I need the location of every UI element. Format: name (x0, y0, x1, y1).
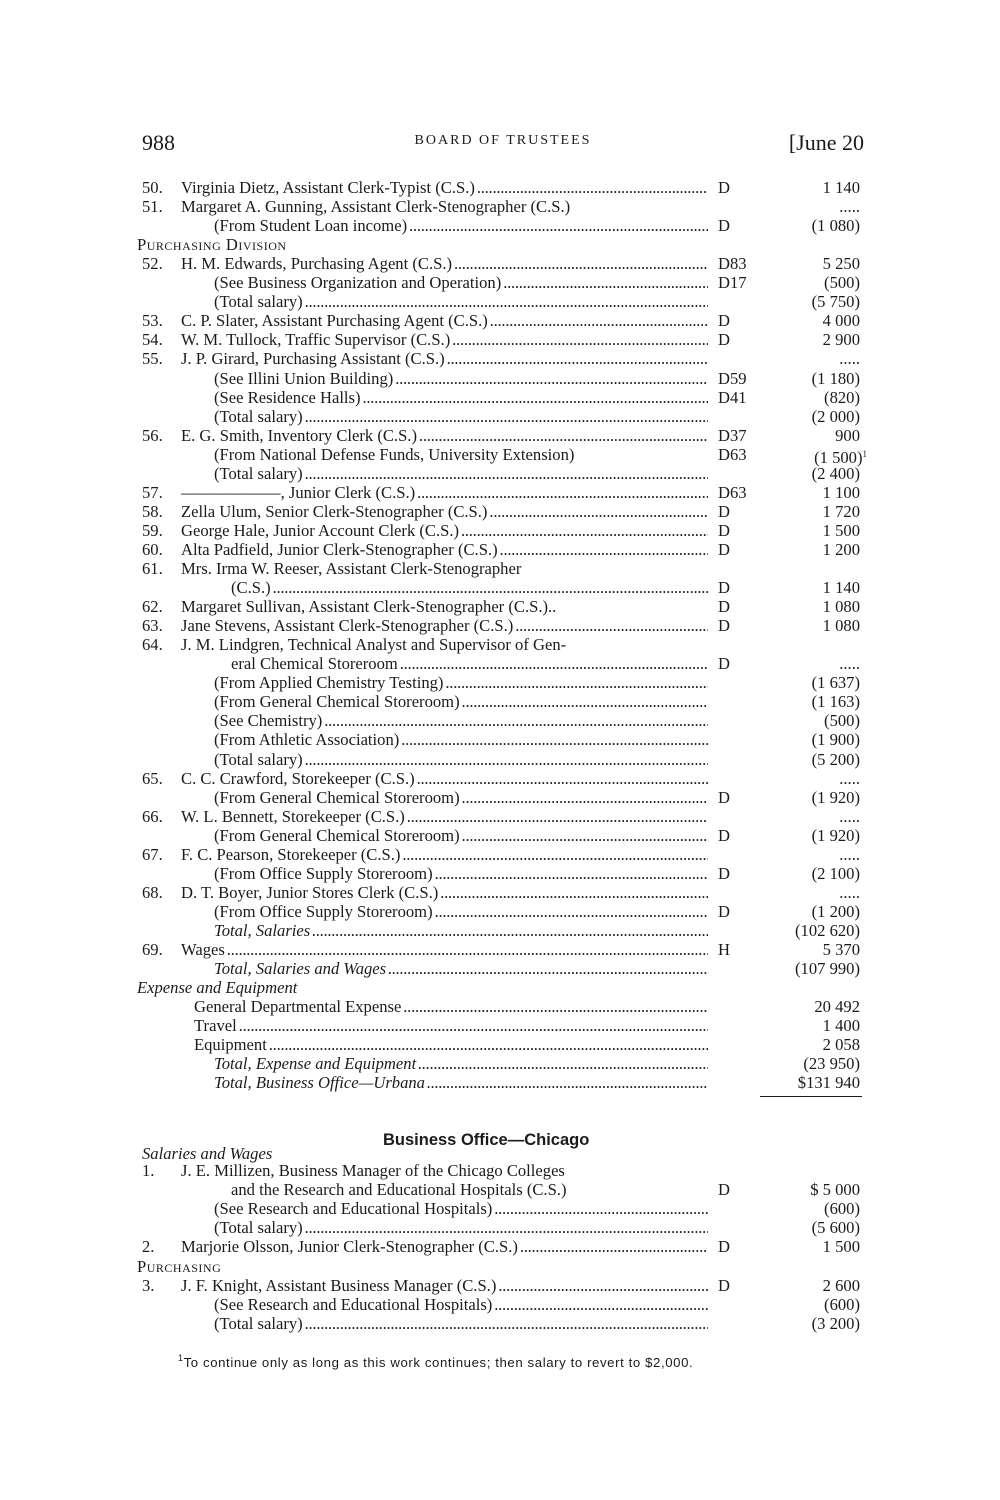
item-description: (From Student Loan income) . . . (214, 216, 708, 235)
budget-line (0, 711, 1000, 730)
budget-line (0, 730, 1000, 749)
fund-code: D (718, 178, 730, 197)
budget-line (0, 1054, 1000, 1073)
amount (750, 1237, 860, 1256)
item-description: (See Illini Union Building) . . . (214, 369, 708, 388)
amount (750, 483, 860, 502)
budget-line (0, 292, 1000, 311)
item-description: (Total salary) . . . (214, 407, 708, 426)
budget-line (0, 559, 1000, 578)
amount-value: $131 940 (797, 1073, 860, 1093)
fund-code: D (718, 216, 730, 236)
amount (750, 1295, 860, 1314)
fund-code: D83 (718, 254, 747, 274)
budget-line (0, 426, 1000, 445)
amount (750, 1180, 860, 1199)
item-description: (Total salary) . . . (214, 1314, 708, 1333)
fund-code: D59 (718, 368, 747, 388)
amount (750, 426, 860, 445)
amount-value: (3 200) (811, 1313, 860, 1333)
item-description: E. G. Smith, Inventory Clerk (C.S.) . . . (181, 426, 708, 445)
item-number: 63. (142, 616, 163, 636)
item-description: J. M. Lindgren, Technical Analyst and Supervisor of Gen- (181, 635, 567, 655)
item-number: 56. (142, 425, 163, 445)
item-description: Total, Business Office—Urbana . . . (214, 1073, 708, 1092)
amount-value: 1 500 (822, 520, 860, 540)
fund-code: D (718, 520, 730, 540)
amount (750, 1314, 860, 1333)
amount (750, 1016, 860, 1035)
amount-value: (102 620) (795, 920, 860, 940)
item-description: Mrs. Irma W. Reeser, Assistant Clerk-Stenographer (181, 559, 522, 578)
item-number: 62. (142, 597, 163, 617)
item-number: 51. (142, 197, 163, 217)
item-number: 65. (142, 768, 163, 788)
amount (750, 902, 860, 921)
item-description: Margaret Sullivan, Assistant Clerk-Stenographer (C.S.).. (181, 597, 557, 617)
amount (750, 1276, 860, 1295)
item-description: Total, Expense and Equipment . . . (214, 1054, 708, 1073)
amount (750, 921, 860, 940)
budget-line (0, 1180, 1000, 1199)
fund-code: D (718, 539, 730, 559)
budget-line (0, 826, 1000, 845)
item-description: (From General Chemical Storeroom) . . . (214, 826, 708, 845)
amount-value: (2 400) (811, 463, 860, 483)
amount-value: ..... (839, 806, 860, 826)
amount-value: (23 950) (803, 1054, 860, 1074)
item-description: (From Office Supply Storeroom) . . . (214, 902, 708, 921)
item-description: Margaret A. Gunning, Assistant Clerk-Stenographer (C.S.) (181, 197, 571, 217)
budget-line (0, 654, 1000, 673)
budget-line (0, 521, 1000, 540)
amount-value: (1 920) (811, 825, 860, 845)
budget-line (0, 635, 1000, 654)
fund-code: D (718, 901, 730, 921)
amount (750, 330, 860, 349)
amount-value: (1 920) (811, 787, 860, 807)
item-description: (From Office Supply Storeroom) . . . (214, 864, 708, 883)
item-description: (From National Defense Funds, University Extension) (214, 444, 575, 464)
item-number: 57. (142, 482, 163, 502)
item-description: Purchasing (137, 1256, 222, 1276)
budget-line (0, 940, 1000, 959)
item-description: (Total salary) . . . (214, 750, 708, 769)
budget-line (0, 997, 1000, 1016)
amount-value: (500) (824, 273, 860, 293)
amount-value: 1 400 (822, 1016, 860, 1036)
fund-code: D (718, 654, 730, 674)
budget-line (0, 750, 1000, 769)
footnote-reference: 1 (862, 448, 867, 459)
budget-line (0, 178, 1000, 197)
amount (750, 730, 860, 749)
budget-line (0, 959, 1000, 978)
amount (750, 540, 860, 559)
amount (750, 673, 860, 692)
item-description: (From Athletic Association) . . . (214, 730, 708, 749)
item-description: General Departmental Expense . . . (194, 997, 708, 1016)
fund-code: D (718, 1275, 730, 1295)
budget-line (0, 845, 1000, 864)
amount-value: 2 900 (822, 330, 860, 350)
item-description: Wages . . . (181, 940, 708, 959)
budget-line (0, 349, 1000, 368)
item-number: 59. (142, 520, 163, 540)
budget-line (0, 197, 1000, 216)
item-number: 53. (142, 311, 163, 331)
budget-line (0, 273, 1000, 292)
budget-line (0, 388, 1000, 407)
amount (750, 940, 860, 959)
footnote (178, 1353, 693, 1370)
amount (750, 692, 860, 711)
budget-line (0, 1314, 1000, 1333)
item-description: ——————, Junior Clerk (C.S.) . . . (181, 483, 708, 502)
amount-value: (1 637) (811, 673, 860, 693)
fund-code: D63 (718, 444, 747, 464)
item-description: (Total salary) . . . (214, 1218, 708, 1237)
item-description: (See Chemistry) . . . (214, 711, 708, 730)
amount (750, 407, 860, 426)
item-number: 68. (142, 882, 163, 902)
amount (750, 216, 860, 235)
budget-line (0, 540, 1000, 559)
amount-value: 1 200 (822, 539, 860, 559)
budget-line (0, 464, 1000, 483)
budget-line (0, 311, 1000, 330)
amount-value: (5 200) (811, 749, 860, 769)
amount (750, 464, 860, 483)
item-description: (See Research and Educational Hospitals) . . . (214, 1295, 708, 1314)
fund-code: H (718, 940, 730, 959)
item-number: 61. (142, 559, 163, 578)
item-description: (See Residence Halls) . . . (214, 388, 708, 407)
amount-value: 1 080 (822, 616, 860, 636)
item-description: Expense and Equipment (137, 978, 298, 998)
amount-value: (600) (824, 1294, 860, 1314)
amount (750, 597, 860, 616)
budget-line (0, 254, 1000, 273)
amount (750, 1054, 860, 1073)
amount (750, 769, 860, 788)
amount-value: 900 (835, 425, 860, 445)
budget-line (0, 807, 1000, 826)
budget-line (0, 502, 1000, 521)
item-description: Travel . . . (194, 1016, 708, 1035)
running-date: [June 20 (788, 130, 864, 155)
amount (750, 654, 860, 673)
amount (750, 578, 860, 597)
item-description: Purchasing Division (137, 235, 287, 255)
item-description: Marjorie Olsson, Junior Clerk-Stenographer (C.S.) . . . (181, 1237, 708, 1256)
amount-value: (5 600) (811, 1218, 860, 1238)
item-number: 52. (142, 254, 163, 274)
amount-value: 4 000 (822, 311, 860, 331)
item-description: D. T. Boyer, Junior Stores Clerk (C.S.) . . . (181, 883, 708, 902)
budget-line (0, 369, 1000, 388)
fund-code: D (718, 578, 730, 598)
amount (750, 807, 860, 826)
amount-value: (1 200) (811, 901, 860, 921)
budget-line (0, 921, 1000, 940)
item-description: (From Applied Chemistry Testing) . . . (214, 673, 708, 692)
budget-line (0, 902, 1000, 921)
amount (750, 883, 860, 902)
item-description: (C.S.) . . . (231, 578, 708, 597)
item-number: 1. (142, 1161, 155, 1180)
amount (750, 788, 860, 807)
fund-code: D17 (718, 273, 747, 293)
item-description: C. P. Slater, Assistant Purchasing Agent (C.S.) . . . (181, 311, 708, 330)
fund-code: D (718, 787, 730, 807)
item-number: 55. (142, 349, 163, 369)
amount-value: 1 720 (822, 501, 860, 521)
item-description: W. L. Bennett, Storekeeper (C.S.) . . . (181, 807, 708, 826)
item-description: (See Business Organization and Operation) . . . (214, 273, 708, 292)
item-description: (From General Chemical Storeroom) . . . (214, 788, 708, 807)
item-description: J. F. Knight, Assistant Business Manager (C.S.) . . . (181, 1276, 708, 1295)
item-description: (Total salary) . . . (214, 464, 708, 483)
amount (750, 197, 860, 216)
item-description: Zella Ulum, Senior Clerk-Stenographer (C.S.) . . . (181, 502, 708, 521)
amount-value: 1 140 (822, 578, 860, 598)
item-number: 50. (142, 178, 163, 197)
amount-value: 2 058 (822, 1035, 860, 1055)
item-description: C. C. Crawford, Storekeeper (C.S.) . . . (181, 769, 708, 788)
budget-line (0, 1257, 1000, 1276)
amount (750, 997, 860, 1016)
item-description: Total, Salaries . . . (214, 921, 708, 940)
budget-line (0, 1161, 1000, 1180)
budget-line (0, 1218, 1000, 1237)
amount-value: ..... (839, 349, 860, 369)
budget-line (0, 692, 1000, 711)
amount-value: 5 370 (822, 940, 860, 959)
item-description: W. M. Tullock, Traffic Supervisor (C.S.) . . . (181, 330, 708, 349)
amount (750, 845, 860, 864)
amount (750, 864, 860, 883)
amount (750, 1035, 860, 1054)
budget-line (0, 673, 1000, 692)
amount-value: (820) (824, 387, 860, 407)
item-number: 66. (142, 806, 163, 826)
fund-code: D (718, 825, 730, 845)
budget-line (0, 978, 1000, 997)
budget-line (0, 1073, 1000, 1092)
fund-code: D (718, 1237, 730, 1257)
section-heading-chicago: Business Office—Chicago (383, 1131, 590, 1149)
amount-value: 1 140 (822, 178, 860, 197)
budget-line (0, 1035, 1000, 1054)
item-description: Equipment . . . (194, 1035, 708, 1054)
item-description: eral Chemical Storeroom . . . (231, 654, 708, 673)
subheading-salaries-and-wages: Salaries and Wages (142, 1144, 273, 1163)
budget-line (0, 883, 1000, 902)
running-title: BOARD OF TRUSTEES (414, 133, 592, 148)
amount-value: 1 500 (822, 1237, 860, 1257)
budget-line (0, 597, 1000, 616)
fund-code: D63 (718, 482, 747, 502)
fund-code: D (718, 330, 730, 350)
item-description: F. C. Pearson, Storekeeper (C.S.) . . . (181, 845, 708, 864)
page-number: 988 (142, 130, 175, 155)
budget-line (0, 1016, 1000, 1035)
item-number: 2. (142, 1237, 155, 1257)
item-description: George Hale, Junior Account Clerk (C.S.) . . . (181, 521, 708, 540)
amount-value: (107 990) (795, 959, 860, 979)
footnote-mark: 1 (178, 1353, 184, 1363)
item-description: Alta Padfield, Junior Clerk-Stenographer (C.S.) . . . (181, 540, 708, 559)
amount (750, 388, 860, 407)
budget-line (0, 216, 1000, 235)
budget-line (0, 1276, 1000, 1295)
amount-value: 5 250 (822, 254, 860, 274)
budget-line (0, 444, 1000, 467)
amount (750, 711, 860, 730)
amount (750, 1073, 860, 1092)
amount (750, 616, 860, 635)
amount-value: 1 080 (822, 597, 860, 617)
amount (750, 254, 860, 273)
item-number: 67. (142, 844, 163, 864)
item-description: and the Research and Educational Hospitals (C.S.) (231, 1180, 567, 1200)
amount (750, 292, 860, 311)
amount-value: 2 600 (822, 1275, 860, 1295)
amount-value: (1 180) (811, 368, 860, 388)
item-description: H. M. Edwards, Purchasing Agent (C.S.) . . . (181, 254, 708, 273)
amount (750, 826, 860, 845)
item-number: 64. (142, 635, 163, 655)
amount-value: (2 100) (811, 863, 860, 883)
amount (750, 502, 860, 521)
fund-code: D (718, 597, 730, 617)
fund-code: D37 (718, 425, 747, 445)
amount-value: $ 5 000 (810, 1180, 860, 1200)
item-description: (Total salary) . . . (214, 292, 708, 311)
fund-code: D (718, 501, 730, 521)
amount (750, 1218, 860, 1237)
item-description: (See Research and Educational Hospitals) . . . (214, 1199, 708, 1218)
amount (750, 178, 860, 197)
budget-line (0, 864, 1000, 883)
budget-line (0, 330, 1000, 349)
budget-line (0, 407, 1000, 426)
amount-value: (1 900) (811, 730, 860, 750)
amount (750, 750, 860, 769)
amount (750, 369, 860, 388)
budget-line (0, 788, 1000, 807)
fund-code: D41 (718, 387, 747, 407)
amount-value: 20 492 (814, 997, 860, 1017)
fund-code: D (718, 311, 730, 331)
fund-code: D (718, 863, 730, 883)
fund-code: D (718, 1180, 730, 1200)
item-number: 69. (142, 940, 163, 959)
page-header (142, 130, 864, 156)
amount (750, 959, 860, 978)
amount-value: (1 163) (811, 692, 860, 712)
amount-value: (5 750) (811, 292, 860, 312)
fund-code: D (718, 616, 730, 636)
item-number: 54. (142, 330, 163, 350)
budget-line (0, 769, 1000, 788)
amount-value: (1 500) (814, 447, 863, 467)
amount-value: (600) (824, 1199, 860, 1219)
amount (750, 311, 860, 330)
amount-value: (2 000) (811, 406, 860, 426)
subtotal-rule (760, 1096, 862, 1097)
amount-value: ..... (839, 844, 860, 864)
item-description: J. P. Girard, Purchasing Assistant (C.S.) . . . (181, 349, 708, 368)
amount (750, 521, 860, 540)
item-number: 58. (142, 501, 163, 521)
amount-value: ..... (839, 882, 860, 902)
amount (750, 349, 860, 368)
budget-line (0, 578, 1000, 597)
amount-value: (500) (824, 711, 860, 731)
budget-line (0, 616, 1000, 635)
amount-value: 1 100 (822, 482, 860, 502)
budget-line (0, 235, 1000, 254)
item-description: (From General Chemical Storeroom) . . . (214, 692, 708, 711)
budget-line (0, 1199, 1000, 1218)
item-description: Total, Salaries and Wages . . . (214, 959, 708, 978)
amount-value: (1 080) (811, 216, 860, 236)
amount-value: ..... (839, 654, 860, 674)
item-description: J. E. Millizen, Business Manager of the Chicago Colleges (181, 1161, 565, 1180)
budget-line (0, 483, 1000, 502)
footnote-text: To continue only as long as this work continues; then salary to revert to $2,000. (183, 1355, 694, 1370)
item-number: 60. (142, 539, 163, 559)
amount-value: ..... (839, 768, 860, 788)
budget-line (0, 1237, 1000, 1256)
item-number: 3. (142, 1275, 155, 1295)
item-description: Jane Stevens, Assistant Clerk-Stenographer (C.S.) . . . (181, 616, 708, 635)
item-description: Virginia Dietz, Assistant Clerk-Typist (C.S.) . . . (181, 178, 708, 197)
amount-value: ..... (839, 197, 860, 217)
amount (750, 1199, 860, 1218)
amount (750, 273, 860, 292)
budget-line (0, 1295, 1000, 1314)
